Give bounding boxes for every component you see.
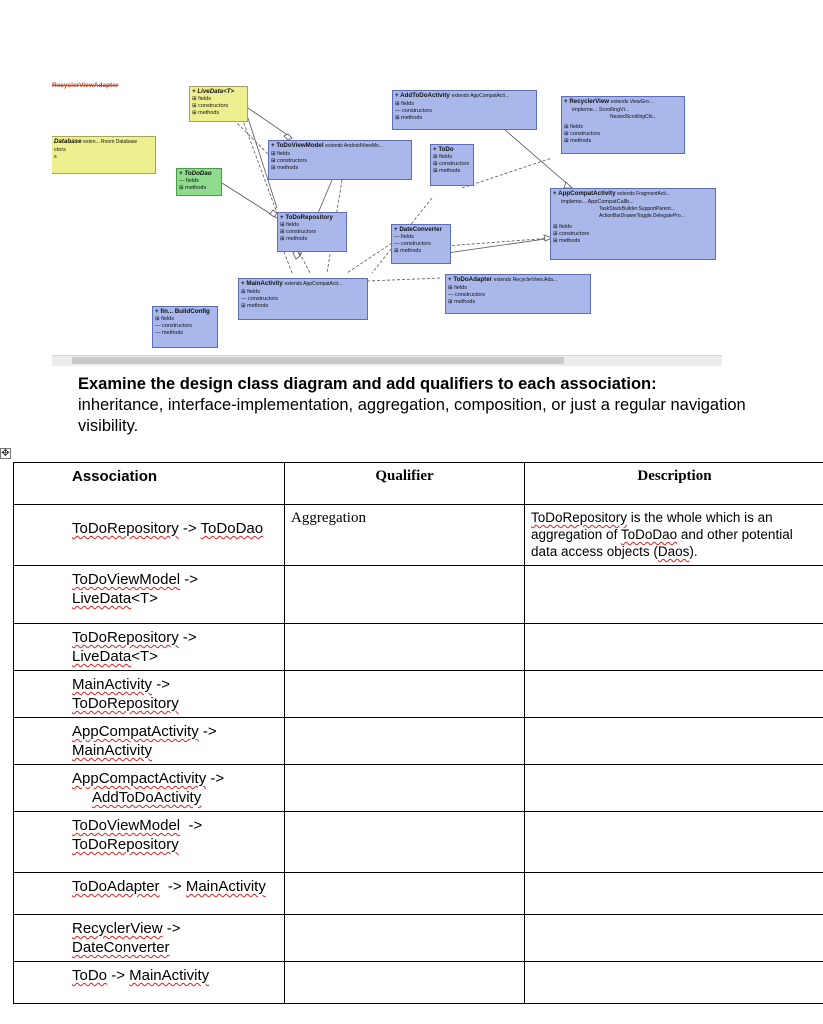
table-header-row [14, 463, 823, 505]
uml-class-diagram [52, 78, 722, 370]
class-row: — constructors [394, 241, 431, 247]
class-title: Database exten... Room Database [54, 138, 138, 145]
connector [462, 158, 552, 188]
qualifier-cell[interactable] [285, 812, 525, 873]
class-row: ⊞ methods [280, 236, 308, 242]
qualifier-cell[interactable] [285, 566, 525, 624]
class-row: ⊞ fields [433, 154, 452, 160]
class-row: — constructors [155, 323, 192, 329]
class-title: + ToDoDao [179, 170, 212, 177]
header-association: Association [14, 463, 285, 505]
class-row: impleme... AppCompatCallb... [561, 199, 634, 205]
class-row: ⊞ methods [448, 299, 476, 305]
table-row [14, 718, 823, 765]
class-row: ⊞ constructors [433, 161, 470, 167]
class-row: — methods [155, 330, 184, 336]
class-row: ⊞ methods [433, 168, 461, 174]
mainactivity-class[interactable] [238, 278, 368, 320]
description-cell[interactable] [525, 566, 823, 624]
buildconfig-class[interactable] [152, 306, 218, 348]
description-cell[interactable] [525, 765, 823, 812]
qualifier-cell[interactable] [285, 671, 525, 718]
class-row: ⊞ constructors [564, 131, 601, 137]
association-cell[interactable]: ToDoRepository -> ToDoDao [14, 505, 285, 566]
class-row: ⊞ methods [179, 185, 207, 191]
description-cell[interactable] [525, 812, 823, 873]
class-row: — fields [394, 234, 414, 240]
class-row: ⊞ fields [395, 101, 414, 107]
class-row: ⊞ methods [564, 138, 592, 144]
association-cell[interactable]: ToDoAdapter -> MainActivity [14, 873, 285, 915]
class-title: + ToDoAdapter extends RecyclerView.Ada... [448, 276, 558, 283]
class-row: ctors [54, 147, 66, 153]
table-row [14, 624, 823, 671]
class-row: ⊞ fields [564, 124, 583, 130]
class-title: + fin... BuildConfig [155, 308, 210, 315]
todorepository-class[interactable] [277, 212, 347, 252]
class-row: ⊞ fields [241, 289, 260, 295]
class-title: + LiveData<T> [192, 88, 235, 95]
qualifier-cell[interactable] [285, 624, 525, 671]
association-cell[interactable]: ToDoViewModel -> LiveData<T> [14, 566, 285, 624]
header-qualifier: Qualifier [285, 463, 525, 505]
table-row [14, 812, 823, 873]
todoviewmodel-class[interactable] [268, 140, 412, 180]
qualifier-cell[interactable] [285, 765, 525, 812]
association-table [13, 462, 823, 1004]
connector [248, 108, 292, 138]
class-title: + ToDoRepository [280, 214, 333, 221]
association-cell[interactable]: MainActivity -> ToDoRepository [14, 671, 285, 718]
description-cell[interactable] [525, 671, 823, 718]
class-row: ⊞ methods [241, 303, 269, 309]
class-title: + AddToDoActivity extends AppCompatActi... [395, 92, 510, 99]
description-cell[interactable] [525, 915, 823, 962]
qualifier-cell[interactable] [285, 962, 525, 1004]
class-row: ⊞ fields [553, 224, 572, 230]
class-title: + ToDoViewModel extends AndroidViewMo... [271, 142, 384, 149]
description-cell[interactable]: ToDoRepository is the whole which is an aggregation of ToDoDao and other potential data access objects (Daos). [525, 505, 823, 566]
qualifier-cell[interactable] [285, 915, 525, 962]
class-title: + MainActivity extends AppCompatActi... [241, 280, 343, 287]
table-move-handle-icon[interactable]: ✥ [1, 448, 10, 459]
association-cell[interactable]: ToDoViewModel -> ToDoRepository [14, 812, 285, 873]
appcompatactivity-class[interactable] [550, 188, 716, 260]
cropped-class-header: RecyclerViewAdapter [52, 82, 119, 89]
association-cell[interactable]: AppCompactActivity -> AddToDoActivity [14, 765, 285, 812]
qualifier-cell[interactable]: Aggregation [285, 505, 525, 566]
dateconverter-class[interactable] [391, 224, 451, 264]
class-title: + ToDo [433, 146, 454, 153]
class-row: ⊞ constructors [271, 158, 308, 164]
class-row: — fields [179, 178, 199, 184]
class-row: ActionBarDrawerToggle.DelegatePro... [599, 213, 685, 219]
association-cell[interactable]: ToDo -> MainActivity [14, 962, 285, 1004]
class-row: ⊞ fields [192, 96, 211, 102]
class-row: ⊞ fields [155, 316, 174, 322]
table-row [14, 671, 823, 718]
qualifier-cell[interactable] [285, 718, 525, 765]
aggregation-diamond [270, 210, 277, 217]
horizontal-scrollbar[interactable] [52, 355, 722, 366]
instructions [78, 374, 778, 437]
class-row: ⊞ methods [192, 110, 220, 116]
class-title: + AppCompatActivity extends FragmentActi... [553, 190, 671, 197]
class-row: s [54, 154, 57, 160]
addtodoactivity-class[interactable] [392, 90, 537, 130]
todo-class[interactable] [430, 144, 474, 186]
table-row [14, 915, 823, 962]
instructions-body: inheritance, interface-implementation, aggregation, composition, or just a regular navigation visibility. [78, 396, 746, 435]
qualifier-cell[interactable] [285, 873, 525, 915]
class-row: ⊞ methods [395, 115, 423, 121]
class-row: ⊞ fields [448, 285, 467, 291]
table-row [14, 765, 823, 812]
class-row: ⊞ fields [271, 151, 290, 157]
table-row [14, 505, 823, 566]
class-row: — constructors [395, 108, 432, 114]
description-cell[interactable] [525, 718, 823, 765]
description-cell[interactable] [525, 873, 823, 915]
todoadapter-class[interactable] [445, 274, 591, 314]
association-cell[interactable]: AppCompatActivity -> MainActivity [14, 718, 285, 765]
class-row: — constructors [241, 296, 278, 302]
description-cell[interactable] [525, 962, 823, 1004]
class-row: ⊞ methods [271, 165, 299, 171]
connector [347, 243, 392, 273]
connector [367, 278, 442, 281]
class-row: ⊞ constructors [553, 231, 590, 237]
database-class[interactable] [52, 136, 156, 174]
description-cell[interactable] [525, 624, 823, 671]
table-row [14, 566, 823, 624]
livedata-class[interactable] [189, 86, 248, 122]
class-row: ⊞ methods [553, 238, 581, 244]
class-row: ⊞ constructors [192, 103, 229, 109]
header-description: Description [525, 463, 823, 505]
class-row: — constructors [448, 292, 485, 298]
table-row [14, 873, 823, 915]
class-row: NestedScrollingChi... [610, 114, 657, 120]
tododao-class[interactable] [176, 168, 222, 196]
class-row: impleme... ScrollingVi... [572, 107, 630, 113]
class-row: TaskStackBuilder.SupportParent... [599, 206, 675, 212]
association-cell[interactable]: RecyclerView -> DateConverter [14, 915, 285, 962]
class-row: ⊞ fields [280, 222, 299, 228]
table-row [14, 962, 823, 1004]
class-title: + RecyclerView extends ViewGro... [564, 98, 654, 105]
class-row: ⊞ constructors [280, 229, 317, 235]
connector [222, 183, 277, 218]
class-row: ⊞ methods [394, 248, 422, 254]
recyclerview-class[interactable] [561, 96, 685, 154]
scrollbar-thumb[interactable] [72, 357, 564, 364]
class-title: + DateConverter [394, 226, 442, 233]
association-cell[interactable]: ToDoRepository -> LiveData<T> [14, 624, 285, 671]
instructions-heading: Examine the design class diagram and add qualifiers to each association: [78, 375, 657, 393]
